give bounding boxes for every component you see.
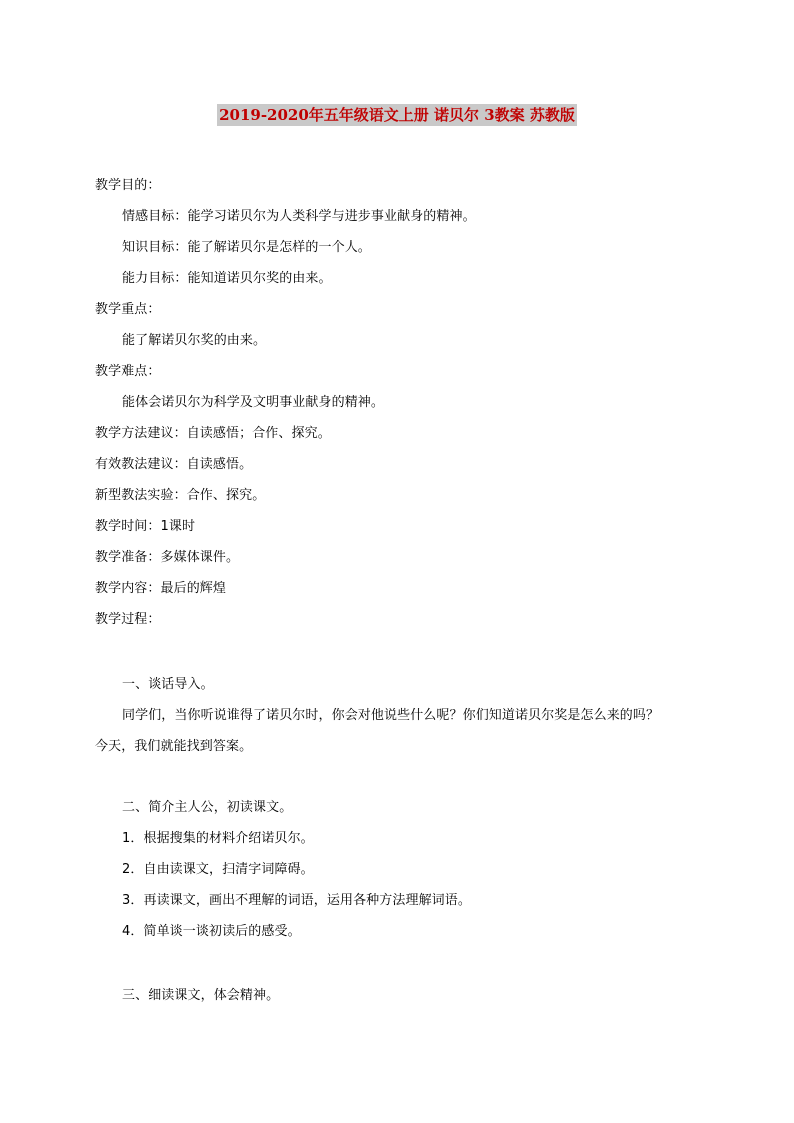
title-container	[0, 104, 794, 126]
process-heading: 教学过程：	[95, 612, 161, 627]
objectives-heading: 教学目的：	[95, 178, 161, 193]
section1-heading: 一、谈话导入。	[122, 677, 214, 692]
method-suggestion: 教学方法建议：自读感悟；合作、探究。	[95, 426, 331, 441]
difficulties-text: 能体会诺贝尔为科学及文明事业献身的精神。	[122, 395, 385, 410]
new-method-experiment: 新型教法实验：合作、探究。	[95, 488, 266, 503]
difficulties-heading: 教学难点：	[95, 364, 161, 379]
section1-paragraph-line2: 今天，我们就能找到答案。	[95, 739, 253, 754]
document-title: 2019-2020年五年级语文上册 诺贝尔 3教案 苏教版	[219, 106, 575, 124]
key-points-heading: 教学重点：	[95, 302, 161, 317]
teaching-preparation: 教学准备：多媒体课件。	[95, 550, 240, 565]
section2-item4: 4．简单谈一谈初读后的感受。	[122, 924, 301, 939]
section2-item1: 1．根据搜集的材料介绍诺贝尔。	[122, 831, 314, 846]
section2-heading: 二、简介主人公，初读课文。	[122, 800, 293, 815]
objective-ability: 能力目标：能知道诺贝尔奖的由来。	[122, 271, 332, 286]
section2-item3: 3．再读课文，画出不理解的词语，运用各种方法理解词语。	[122, 893, 471, 908]
section1-paragraph-line1: 同学们，当你听说谁得了诺贝尔时，你会对他说些什么呢？你们知道诺贝尔奖是怎么来的吗？	[122, 708, 660, 723]
effective-method: 有效教法建议：自读感悟。	[95, 457, 253, 472]
teaching-time: 教学时间：1课时	[95, 519, 196, 534]
section2-item2: 2．自由读课文，扫清字词障碍。	[122, 862, 314, 877]
teaching-content: 教学内容：最后的辉煌	[95, 581, 227, 596]
key-points-text: 能了解诺贝尔奖的由来。	[122, 333, 267, 348]
section3-heading: 三、细读课文，体会精神。	[122, 988, 280, 1003]
objective-knowledge: 知识目标：能了解诺贝尔是怎样的一个人。	[122, 240, 371, 255]
objective-emotion: 情感目标：能学习诺贝尔为人类科学与进步事业献身的精神。	[122, 209, 476, 224]
